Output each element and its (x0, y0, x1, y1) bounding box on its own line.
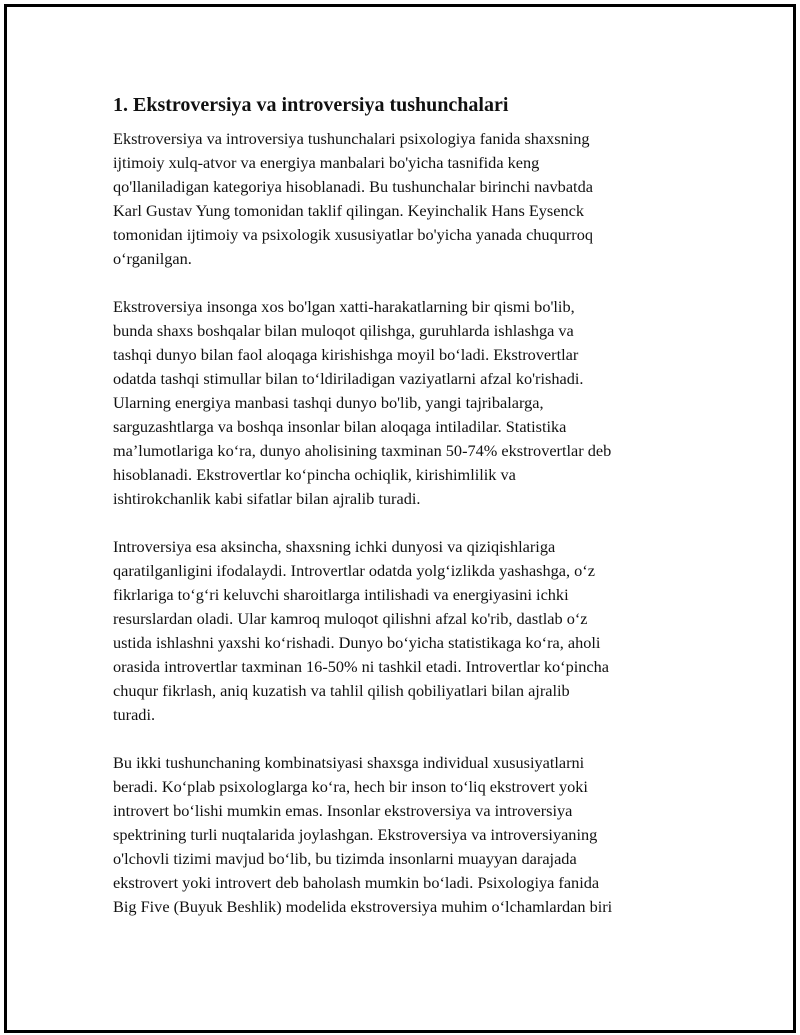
text-line: introvert bo‘lishi mumkin emas. Insonlar ekstroversiya va introversiya (113, 801, 573, 820)
text-line: Introversiya esa aksincha, shaxsning ichki dunyosi va qiziqishlariga (113, 537, 556, 556)
text-line: chuqur fikrlash, aniq kuzatish va tahlil qilish qobiliyatlari bilan ajralib (113, 681, 570, 700)
text-line: orasida introvertlar taxminan 16-50% ni tashkil etadi. Introvertlar ko‘pincha (113, 657, 609, 676)
text-line: Ekstroversiya insonga xos bo'lgan xatti-harakatlarning bir qismi bo'lib, (113, 297, 575, 316)
text-line: qaratilganligini ifodalaydi. Introvertlar odatda yolg‘izlikda yashashga, o‘z (113, 561, 595, 580)
section-heading: 1. Ekstroversiya va introversiya tushunchalari (113, 94, 509, 116)
text-line: o‘rganilgan. (113, 249, 192, 268)
text-line: odatda tashqi stimullar bilan to‘ldiriladigan vaziyatlarni afzal ko'rishadi. (113, 369, 584, 388)
paragraph-2 (113, 295, 685, 511)
text-line: beradi. Ko‘plab psixologlarga ko‘ra, hech bir inson to‘liq ekstrovert yoki (113, 777, 588, 796)
text-line: Ularning energiya manbasi tashqi dunyo bo'lib, yangi tajribalarga, (113, 393, 544, 412)
text-line: Big Five (Buyuk Beshlik) modelida ekstroversiya muhim o‘lchamlardan biri (113, 897, 613, 916)
text-line: turadi. (113, 705, 156, 724)
text-line: o'lchovli tizimi mavjud bo‘lib, bu tizimda insonlarni muayyan darajada (113, 849, 577, 868)
text-line: qo'llaniladigan kategoriya hisoblanadi. Bu tushunchalar birinchi navbatda (113, 177, 593, 196)
text-line: resurslardan oladi. Ular kamroq muloqot qilishni afzal ko'rib, dastlab o‘z (113, 609, 588, 628)
text-line: spektrining turli nuqtalarida joylashgan. Ekstroversiya va introversiyaning (113, 825, 598, 844)
text-line: fikrlariga to‘g‘ri keluvchi sharoitlarga intilishadi va energiyasini ichki (113, 585, 569, 604)
paragraph-3 (113, 535, 685, 727)
text-line: hisoblanadi. Ekstrovertlar ko‘pincha ochiqlik, kirishimlilik va (113, 465, 516, 484)
text-line: Bu ikki tushunchaning kombinatsiyasi shaxsga individual xususiyatlarni (113, 753, 585, 772)
text-line: ustida ishlashni yaxshi ko‘rishadi. Dunyo bo‘yicha statistikaga ko‘ra, aholi (113, 633, 601, 652)
text-line: ekstrovert yoki introvert deb baholash mumkin bo‘ladi. Psixologiya fanida (113, 873, 600, 892)
paragraph-4 (113, 751, 685, 919)
paragraph-1 (113, 127, 685, 271)
text-line: ijtimoiy xulq-atvor va energiya manbalari bo'yicha tasnifida keng (113, 153, 540, 172)
text-line: sarguzashtlarga va boshqa insonlar bilan aloqaga intiladilar. Statistika (113, 417, 567, 436)
text-line: ma’lumotlariga ko‘ra, dunyo aholisining taxminan 50-74% ekstrovertlar deb (113, 441, 612, 460)
text-line: Ekstroversiya va introversiya tushunchalari psixologiya fanida shaxsning (113, 129, 590, 148)
document-content (113, 92, 685, 943)
text-line: Karl Gustav Yung tomonidan taklif qilingan. Keyinchalik Hans Eysenck (113, 201, 585, 220)
text-line: tashqi dunyo bilan faol aloqaga kirishishga moyil bo‘ladi. Ekstrovertlar (113, 345, 579, 364)
text-line: ishtirokchanlik kabi sifatlar bilan ajralib turadi. (113, 489, 421, 508)
text-line: tomonidan ijtimoiy va psixologik xususiyatlar bo'yicha yanada chuqurroq (113, 225, 593, 244)
text-line: bunda shaxs boshqalar bilan muloqot qilishga, guruhlarda ishlashga va (113, 321, 574, 340)
